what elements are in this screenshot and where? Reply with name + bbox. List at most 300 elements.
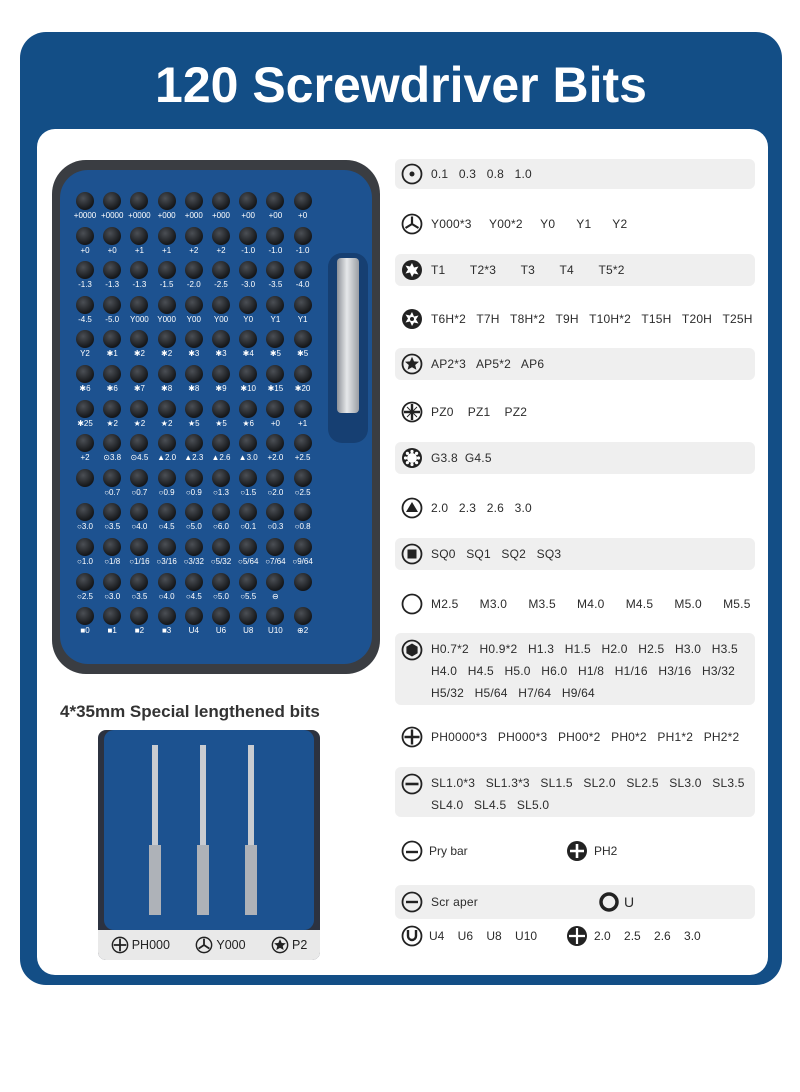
bit (239, 227, 257, 245)
lengthened-bits-labels (98, 930, 320, 960)
bit (212, 261, 230, 279)
bit (185, 296, 203, 314)
bit-size-label: Y2 (80, 349, 90, 359)
bit-spec-label: PH0000*3 PH000*3 PH00*2 PH0*2 PH1*2 PH2*2 (431, 730, 740, 744)
bit-spec-label: T1 T2*3 T3 T4 T5*2 (431, 263, 625, 277)
bit (266, 296, 284, 314)
bit (239, 469, 257, 487)
lengthened-bit (194, 745, 212, 915)
bit-spec-row (395, 538, 755, 570)
bit-size-label: ✱6 (79, 384, 91, 393)
bit (266, 400, 284, 418)
bit-size-label: +0 (107, 245, 117, 255)
bit (130, 469, 148, 487)
bit-spec-row (395, 718, 755, 756)
gear-bit-icon (401, 447, 423, 469)
bit-size-label: ★5 (187, 418, 200, 428)
square-bit-icon (401, 543, 423, 565)
bit (158, 400, 176, 418)
bit-size-label: +1 (162, 245, 172, 255)
bit (212, 607, 230, 625)
lengthened-bit (242, 745, 260, 915)
bit-size-label: ▲2.0 (157, 453, 177, 463)
bit-spec-row (395, 300, 755, 338)
bit-size-label: ○0.7 (131, 487, 148, 497)
bit-size-label: +2.5 (294, 453, 311, 463)
cross-sizes-label: 2.0 2.5 2.6 3.0 (594, 929, 701, 943)
bit (76, 296, 94, 314)
pozidriv-icon (401, 401, 423, 423)
bit (294, 296, 312, 314)
bit (76, 330, 94, 348)
ring-icon (598, 891, 620, 913)
bit-size-label: Y000 (130, 314, 149, 324)
bit-size-label: ○4.0 (131, 522, 148, 532)
pry-bar-row (401, 840, 468, 862)
bit-size-label: ○5/64 (237, 557, 259, 566)
bit (185, 400, 203, 418)
bit (212, 400, 230, 418)
bit (239, 400, 257, 418)
bit-size-label: ○1.0 (77, 557, 93, 566)
bit (130, 296, 148, 314)
bit (185, 538, 203, 556)
bit (294, 330, 312, 348)
bit-size-label: ✱6 (106, 384, 118, 393)
tri-wing-icon (401, 213, 423, 235)
lengthened-bit (146, 745, 164, 915)
bit-size-label: ✱15 (267, 384, 284, 393)
bit (294, 573, 312, 591)
bit (239, 330, 257, 348)
bit-spec-row (395, 394, 755, 430)
bit (103, 573, 121, 591)
bit (158, 434, 176, 452)
dot-point-icon (401, 163, 423, 185)
bit-size-label: -2.0 (186, 280, 201, 290)
bit (212, 538, 230, 556)
bit-spec-row (395, 442, 755, 474)
page-title: 120 Screwdriver Bits (155, 57, 647, 113)
bit (103, 192, 121, 210)
bit-size-label: +0 (298, 211, 308, 220)
bit-spec-label: G3.8 G4.5 (431, 451, 492, 465)
bit (266, 434, 284, 452)
bit-size-label: ○4.5 (185, 591, 202, 601)
bit-size-label: ○1.5 (240, 487, 257, 497)
bit-size-label: ○3.0 (104, 591, 121, 601)
bit-size-label: ✱20 (294, 384, 311, 393)
bit (266, 330, 284, 348)
bit (212, 434, 230, 452)
bit (212, 330, 230, 348)
bit-size-label: Y1 (297, 314, 308, 324)
bit-spec-row (395, 585, 755, 623)
bit-size-label: ○3.5 (131, 591, 148, 601)
bit-size-label: ★2 (106, 418, 118, 428)
bit (212, 503, 230, 521)
bit-size-label: ○1/8 (104, 557, 121, 566)
bit-spec-label: Y000*3 Y00*2 Y0 Y1 Y2 (431, 217, 628, 231)
bit-spec-label: AP2*3 AP5*2 AP6 (431, 357, 545, 371)
bit-size-label: ⊖ (272, 591, 279, 601)
bit (185, 573, 203, 591)
bit (239, 503, 257, 521)
bit-size-label: ○0.1 (240, 522, 257, 532)
bit-size-label: +1 (134, 245, 144, 255)
pry-bar-label: Pry bar (429, 844, 468, 858)
bit-size-label: ○2.5 (294, 487, 311, 497)
bit-size-label: +0000 (73, 211, 97, 220)
bit-size-label: ✱9 (215, 384, 227, 393)
bit (158, 192, 176, 210)
pentalobe-star-icon (401, 353, 423, 375)
bit (76, 607, 94, 625)
scraper-row (395, 885, 755, 919)
bit (158, 330, 176, 348)
bit (103, 400, 121, 418)
bit-size-label: ✱8 (188, 384, 200, 393)
bit-size-label: ○2.0 (267, 487, 284, 497)
security-torx-icon (401, 308, 423, 330)
bit (76, 261, 94, 279)
bit (130, 434, 148, 452)
bit-size-label: -1.0 (268, 245, 283, 255)
bit-size-label: ○4.5 (158, 522, 175, 532)
bit-spec-label: 2.0 2.3 2.6 3.0 (431, 501, 532, 515)
bit-size-label: ✱5 (269, 349, 281, 359)
bit-size-label: ○0.9 (158, 487, 175, 497)
bit-size-label: Y1 (270, 314, 281, 324)
bit (212, 365, 230, 383)
bit-size-label: ○5/32 (210, 557, 232, 566)
bit-size-label: ○3/32 (183, 557, 204, 566)
bit-size-label: -1.3 (105, 280, 120, 290)
bit-size-label: -1.3 (132, 280, 147, 290)
ph2-row (566, 840, 617, 862)
cross-bit-icon (566, 925, 588, 947)
phillips-filled-icon (566, 840, 588, 862)
bit-size-label: ○5.0 (213, 591, 229, 601)
bit (130, 607, 148, 625)
bit (294, 607, 312, 625)
bit-spec-label: 0.1 0.3 0.8 1.0 (431, 167, 532, 181)
u-sizes-label: U4 U6 U8 U10 (429, 929, 538, 943)
bit-size-label: -1.3 (78, 280, 92, 290)
bit-size-label: +2 (189, 245, 199, 255)
bit (158, 261, 176, 279)
bit (266, 607, 284, 625)
bit (266, 573, 284, 591)
hex-nut-icon (401, 593, 423, 615)
ph000-label: PH000 (111, 936, 170, 954)
bit (185, 607, 203, 625)
bit-size-label: ★2 (133, 418, 146, 428)
bit-size-label: +1 (298, 418, 308, 428)
scraper-icon (401, 891, 423, 913)
bit (158, 227, 176, 245)
bit-spec-row (395, 254, 755, 286)
bit (158, 365, 176, 383)
bit (158, 538, 176, 556)
bit-size-label: ✱10 (240, 384, 256, 393)
bit-size-label: U10 (268, 626, 283, 636)
bit (212, 469, 230, 487)
bit (212, 296, 230, 314)
bit-size-label: ✱5 (297, 349, 309, 359)
bit-size-label: -4.5 (78, 314, 92, 324)
bit (185, 227, 203, 245)
bit (239, 296, 257, 314)
bit (185, 434, 203, 452)
pentalobe-star-icon (271, 936, 289, 954)
bit (266, 192, 284, 210)
pry-bar-icon (401, 840, 423, 862)
u-bit-icon (401, 925, 423, 947)
cross-bits-row (566, 925, 701, 947)
lengthened-bits-title: 4*35mm Special lengthened bits (60, 702, 320, 721)
bit-size-label: U4 (188, 626, 199, 636)
bit-size-label: -1.0 (295, 245, 310, 255)
bit-size-label: ○3/16 (156, 557, 177, 566)
lengthened-bits-tray (104, 730, 314, 930)
torx-icon (401, 259, 423, 281)
bit-size-label: ○0.3 (267, 522, 284, 532)
bit (294, 400, 312, 418)
extension-holder (337, 258, 359, 413)
bit-spec-row (395, 633, 755, 705)
bit-size-label: ○0.8 (294, 522, 311, 532)
bit (158, 296, 176, 314)
bit-size-label: -2.5 (214, 280, 228, 290)
ph2-label: PH2 (594, 844, 618, 858)
bit-size-label: -1.0 (241, 245, 256, 255)
bit-size-label: ✱3 (215, 349, 227, 359)
bit (103, 227, 121, 245)
bit (103, 261, 121, 279)
bit (294, 538, 312, 556)
bit (76, 538, 94, 556)
bit-size-label: ■3 (161, 626, 172, 636)
bit (76, 434, 94, 452)
bit (185, 469, 203, 487)
bit-spec-label: M2.5 M3.0 M3.5 M4.0 M4.5 M5.0 M5.5 (431, 597, 751, 611)
bit (130, 400, 148, 418)
bit-size-label: -5.0 (105, 314, 120, 324)
bit (130, 573, 148, 591)
bit-size-label: +2 (80, 453, 90, 463)
bit-spec-row (395, 490, 755, 526)
bit-size-label: ✱2 (161, 349, 173, 359)
bit (130, 227, 148, 245)
bit-size-label: ○1/16 (129, 557, 150, 566)
u-bits-row (401, 925, 537, 947)
bit-size-label: Y00 (213, 314, 229, 324)
phillips-icon (401, 726, 423, 748)
bit-size-label: -3.0 (241, 280, 256, 290)
bit (185, 192, 203, 210)
bit-size-label: ▲2.3 (184, 453, 204, 463)
bit (103, 330, 121, 348)
bit-size-label: ○4.0 (158, 591, 175, 601)
bit-size-label: -1.5 (159, 280, 174, 290)
bit-size-label: ○9/64 (292, 557, 313, 566)
bit (266, 227, 284, 245)
bit-size-label: ★6 (242, 418, 254, 428)
bit-size-label: +0000 (100, 211, 124, 220)
bit (103, 365, 121, 383)
bit-size-label: ★5 (215, 418, 227, 428)
bit-size-label: +2 (216, 245, 226, 255)
bit (76, 365, 94, 383)
lengthened-bits-photo (98, 730, 320, 960)
bit (76, 503, 94, 521)
bit-size-label: Y000 (157, 314, 176, 324)
y000-label: Y000 (195, 936, 245, 954)
bit (158, 607, 176, 625)
bit-size-label: ✱3 (188, 349, 200, 359)
bit (130, 261, 148, 279)
bit (294, 469, 312, 487)
bit-size-label: ✱7 (133, 384, 145, 393)
bit (294, 365, 312, 383)
bit (76, 573, 94, 591)
triangle-bit-icon (401, 497, 423, 519)
bit (212, 227, 230, 245)
bit-size-label: +0000 (128, 211, 151, 220)
bit-size-label: +0 (80, 245, 90, 255)
bit-size-label: ○0.9 (185, 487, 202, 497)
bit (130, 365, 148, 383)
bit-spec-row (395, 767, 755, 817)
bit (239, 192, 257, 210)
bit-size-label: ✱8 (161, 384, 173, 393)
bit-size-label: ✱1 (106, 349, 118, 359)
bit (185, 365, 203, 383)
bit-size-label: ⊙3.8 (103, 453, 122, 463)
bit-size-label: ▲2.6 (211, 453, 231, 463)
bit (239, 434, 257, 452)
bit-size-label: Y0 (243, 314, 254, 324)
bit-size-label: -4.0 (295, 280, 310, 290)
bit-size-label: ○3.0 (77, 522, 93, 532)
bit-size-label: +000 (157, 211, 176, 220)
bit (294, 434, 312, 452)
scraper-label: Scr aper (431, 895, 478, 909)
bit (185, 330, 203, 348)
u-row (598, 891, 634, 913)
bit (185, 503, 203, 521)
bit (239, 261, 257, 279)
hex-key-icon (401, 639, 423, 661)
bit-size-label: ✱25 (77, 418, 93, 428)
bit-spec-label: PZ0 PZ1 PZ2 (431, 405, 528, 419)
bit (103, 434, 121, 452)
bit (130, 192, 148, 210)
bit (158, 573, 176, 591)
bit-size-label: +00 (268, 211, 283, 220)
bit-size-label: ○2.5 (77, 591, 93, 601)
bit-size-label: ○5.0 (185, 522, 202, 532)
bit (130, 330, 148, 348)
bit (185, 261, 203, 279)
bit-size-label: ⊕2 (297, 626, 309, 636)
bit-spec-label: T6H*2 T7H T8H*2 T9H T10H*2 T15H T20H T25H (431, 312, 753, 326)
bit (103, 538, 121, 556)
bit-size-label: ✱4 (242, 349, 254, 359)
p2-label: P2 (271, 936, 307, 954)
bit-size-label: ■0 (80, 626, 90, 636)
bit (103, 607, 121, 625)
bit (130, 503, 148, 521)
bit-size-label: +000 (211, 211, 231, 220)
bit-size-label: +00 (241, 211, 255, 220)
bit (294, 503, 312, 521)
bit (266, 469, 284, 487)
bit-grid (72, 192, 320, 654)
bit (76, 192, 94, 210)
bit-size-label: Y00 (186, 314, 201, 324)
bit (266, 503, 284, 521)
bit-size-label: ○7/64 (265, 557, 286, 566)
bit-spec-row (395, 159, 755, 189)
bit-size-label: ■1 (107, 626, 117, 636)
bit (158, 503, 176, 521)
bit-size-label: ✱2 (133, 349, 145, 359)
bit (294, 261, 312, 279)
bit (76, 469, 94, 487)
bit-size-label: ○1.3 (213, 487, 229, 497)
bit (103, 503, 121, 521)
bit (130, 538, 148, 556)
bit-size-label: ○6.0 (213, 522, 229, 532)
bit (212, 192, 230, 210)
bit (239, 538, 257, 556)
bit-size-label: +000 (184, 211, 203, 220)
bit (266, 538, 284, 556)
bit-spec-label: SL1.0*3 SL1.3*3 SL1.5 SL2.0 SL2.5 SL3.0 SL3.5 SL4.0 SL4.5 SL5.0 (431, 776, 745, 812)
bit (76, 227, 94, 245)
bit (266, 365, 284, 383)
bit-size-label: ▲3.0 (238, 453, 258, 463)
bit-size-label: U6 (215, 626, 227, 636)
bit (294, 227, 312, 245)
bit-size-label: +0 (270, 418, 280, 428)
bit-size-label: ○3.5 (104, 522, 121, 532)
bit (158, 469, 176, 487)
bit-spec-row (395, 206, 755, 242)
u-label: U (623, 894, 635, 910)
slotted-icon (401, 773, 423, 795)
bit-size-label: ★2 (160, 418, 173, 428)
bit (239, 573, 257, 591)
bit-size-label: -3.5 (268, 280, 283, 290)
bit (266, 261, 284, 279)
bit-spec-label: SQ0 SQ1 SQ2 SQ3 (431, 547, 562, 561)
bit (212, 573, 230, 591)
bit (239, 365, 257, 383)
bit-size-label: ⊙4.5 (130, 453, 149, 463)
bit-spec-label: H0.7*2 H0.9*2 H1.3 H1.5 H2.0 H2.5 H3.0 H3.5 H4.0 H4.5 H5.0 H6.0 H1/8 H1/16 H3/16 H3/32 H5/32 H5/64 H7/64 H9/64 (431, 642, 738, 700)
bit (103, 469, 121, 487)
bit (103, 296, 121, 314)
bit (294, 192, 312, 210)
bit-size-label: +2.0 (267, 453, 284, 463)
bit (239, 607, 257, 625)
bit-spec-row (395, 348, 755, 380)
bit-size-label: U8 (243, 626, 254, 636)
bit-size-label: ■2 (134, 626, 145, 636)
